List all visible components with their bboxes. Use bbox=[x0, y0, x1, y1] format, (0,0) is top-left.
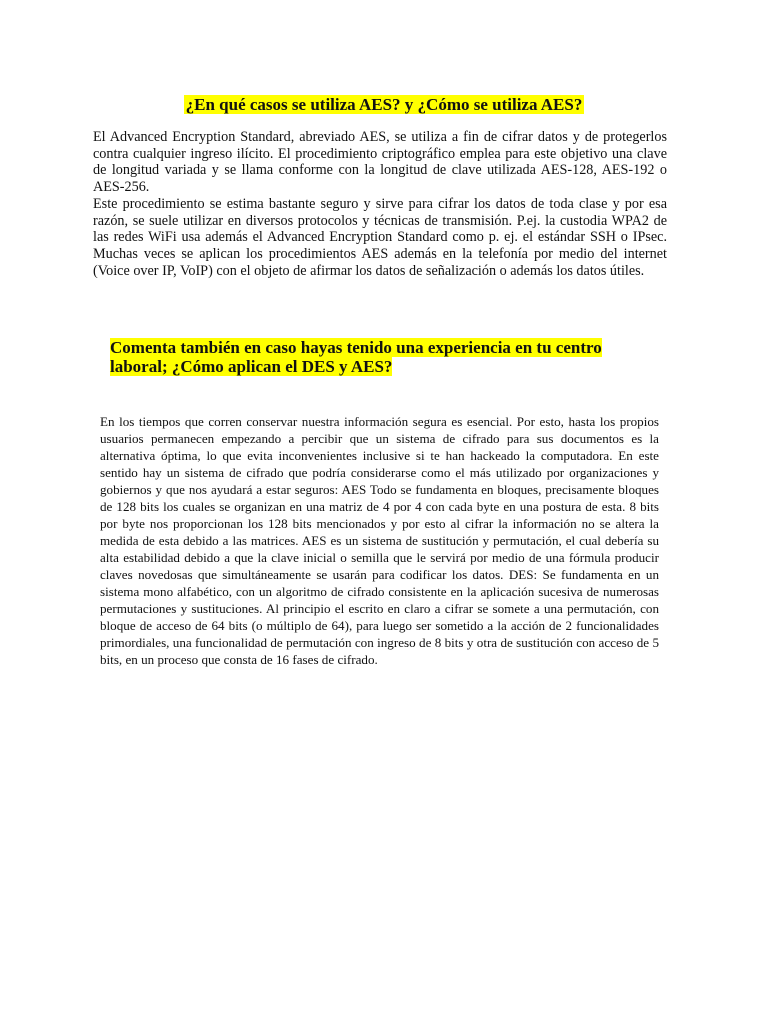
heading-aes-usage-text: ¿En qué casos se utiliza AES? y ¿Cómo se utiliza AES? bbox=[185, 95, 583, 114]
heading-workplace-experience bbox=[110, 338, 650, 376]
heading-aes-usage bbox=[0, 94, 768, 116]
paragraph-des-aes-explanation: En los tiempos que corren conservar nuestra información segura es esencial. Por esto, hasta los propios usuarios permanecen empezando a percibir que un sistema de cifrado para sus documentos es la alternativa óptima, lo que evita inconvenientes inclusive si te han hackeado la computadora. En este sentido hay un sistema de cifrado que podría considerarse como el más utilizado por organizaciones y gobiernos y que nos ayudará a estar seguros: AES Todo se fundamenta en bloques, precisamente bloques de 128 bits los cuales se organizan en una matriz de 4 por 4 con cada byte en una postura de esta. 8 bits por byte nos proporcionan los 128 bits mencionados y por esto al cifrar la información no se altera la medida de esta debido a las matrices. AES es un sistema de sustitución y permutación, el cual debería su alta estabilidad debido a que la clave inicial o semilla que le servirá por medio de una fórmula producir claves novedosas que simultáneamente se usarán para codificar los datos. DES: Se fundamenta en un sistema mono alfabético, con un algoritmo de cifrado consistente en la aplicación sucesiva de numerosas permutaciones y sustituciones. Al principio el escrito en claro a cifrar se somete a una permutación, con bloque de acceso de 64 bits (o múltiplo de 64), para luego ser sometido a la acción de 2 funcionalidades primordiales, una funcionalidad de permutación con ingreso de 8 bits y otra de sustitución con acceso de 5 bits, en un proceso que consta de 16 fases de cifrado. bbox=[100, 414, 659, 667]
heading-workplace-experience-text: Comenta también en caso hayas tenido una experiencia en tu centro laboral; ¿Cómo aplican el DES y AES? bbox=[110, 338, 602, 376]
paragraph-aes-applications: Este procedimiento se estima bastante seguro y sirve para cifrar los datos de toda clase y por esa razón, se suele utilizar en diversos protocolos y técnicas de transmisión. P.ej. la custodia WPA2 de las redes WiFi usa además el Advanced Encryption Standard como p. ej. el estándar SSH o IPsec. Muchas veces se aplican los procedimientos AES además en la telefonía por medio del internet (Voice over IP, VoIP) con el objeto de afirmar los datos de señalización o además los datos útiles. bbox=[93, 195, 667, 279]
section-aes-usage bbox=[93, 129, 667, 279]
paragraph-aes-definition: El Advanced Encryption Standard, abreviado AES, se utiliza a fin de cifrar datos y de protegerlos contra cualquier ingreso ilícito. El procedimiento criptográfico emplea para este objetivo una clave de longitud variada y se llama conforme con la longitud de clave utilizada AES-128, AES-192 o AES-256. bbox=[93, 129, 667, 196]
section-workplace-experience bbox=[100, 413, 659, 668]
